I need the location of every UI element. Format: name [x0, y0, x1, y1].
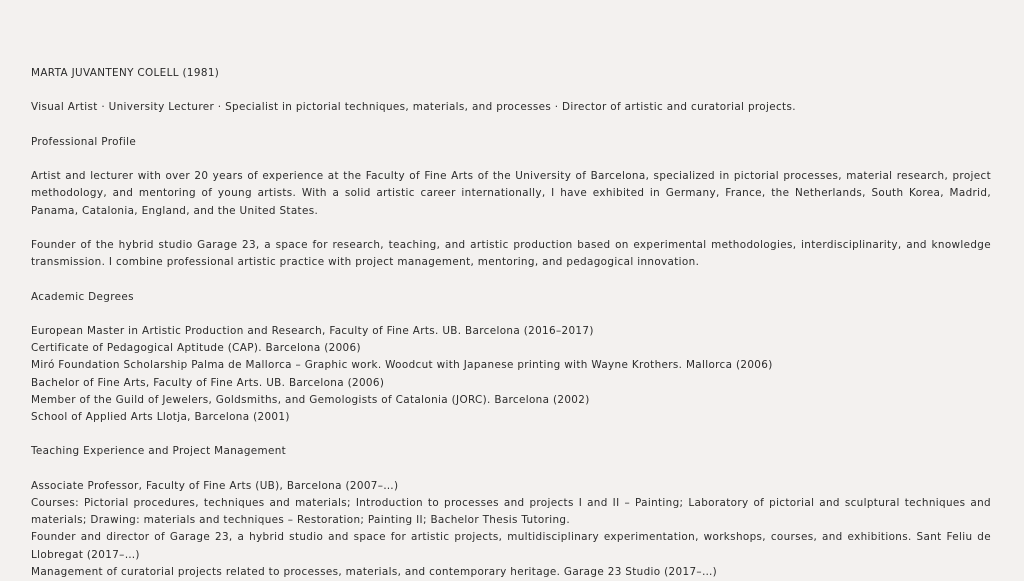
- teaching-item: Founder and director of Garage 23, a hybrid studio and space for artistic projects, multidisciplinary experimentation, workshops, courses, and exhibitions. Sant Feliu de Llobregat (2017–…): [31, 531, 991, 561]
- degree-item: Member of the Guild of Jewelers, Goldsmiths, and Gemologists of Catalonia (JORC). Barcelona (2002): [31, 393, 590, 406]
- degree-item: Certificate of Pedagogical Aptitude (CAP). Barcelona (2006): [31, 342, 361, 355]
- teaching-heading: Teaching Experience and Project Management: [31, 445, 287, 458]
- artist-name: MARTA JUVANTENY COLELL (1981): [31, 67, 220, 79]
- degree-item: Miró Foundation Scholarship Palma de Mallorca – Graphic work. Woodcut with Japanese printing with Wayne Krothers. Mallorca (2006): [31, 359, 773, 372]
- teaching-item: Associate Professor, Faculty of Fine Arts (UB), Barcelona (2007–…): [31, 479, 399, 492]
- degree-item: School of Applied Arts Llotja, Barcelona (2001): [31, 410, 290, 423]
- degree-item: Bachelor of Fine Arts, Faculty of Fine Arts. UB. Barcelona (2006): [31, 376, 385, 389]
- degree-item: European Master in Artistic Production and Research, Faculty of Fine Arts. UB. Barcelona (2016–2017): [31, 324, 594, 337]
- tagline: Visual Artist · University Lecturer · Specialist in pictorial techniques, materials, and processes · Director of artistic and curatorial projects.: [31, 101, 796, 114]
- profile-heading: Professional Profile: [31, 135, 137, 148]
- profile-paragraph-2: Founder of the hybrid studio Garage 23, a space for research, teaching, and artistic production based on experimental methodologies, interdisciplinarity, and knowledge transmission. I combine professional artistic practice with project management, mentoring, and pedagogical innovation.: [31, 238, 991, 269]
- cv-document: [31, 65, 991, 581]
- profile-paragraph-1: Artist and lecturer with over 20 years of experience at the Faculty of Fine Arts of the University of Barcelona, specialized in pictorial processes, material research, project methodology, and mentoring of young artists. With a solid artistic career internationally, I have exhibited in Germany, France, the Netherlands, South Korea, Madrid, Panama, Catalonia, England, and the United States.: [31, 170, 991, 217]
- teaching-item: Management of curatorial projects related to processes, materials, and contemporary heritage. Garage 23 Studio (2017–…): [31, 565, 718, 578]
- degrees-heading: Academic Degrees: [31, 290, 134, 303]
- teaching-item: Courses: Pictorial procedures, techniques and materials; Introduction to processes and projects I and II – Painting; Laboratory of pictorial and sculptural techniques and materials; Drawing: materials and techniques – Restoration; Painting II; Bachelor Thesis Tutoring.: [31, 496, 991, 527]
